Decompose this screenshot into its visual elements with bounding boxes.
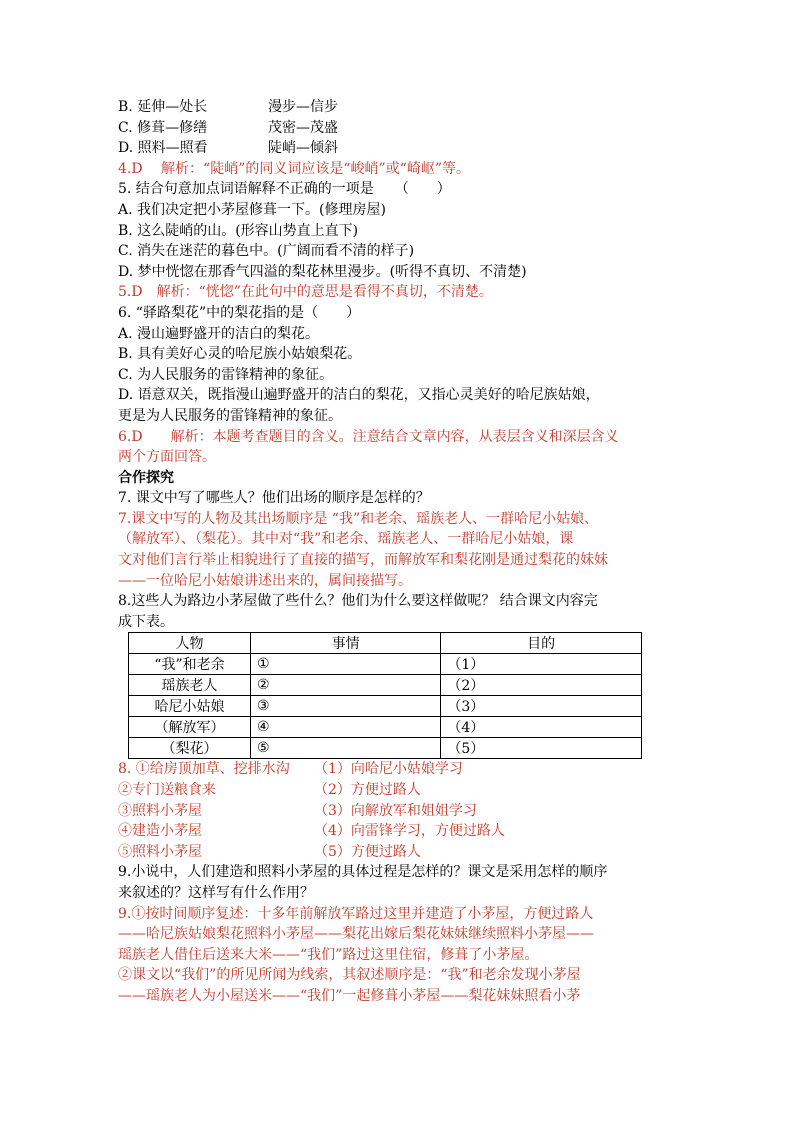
q4-option-c: C. 修葺—修缮 茂密—茂盛 <box>118 119 338 136</box>
table-row: 瑶族老人 ② （2） <box>129 675 642 696</box>
q8-table <box>128 632 642 759</box>
q8-question-line1: 8.这些人为路边小茅屋做了些什么？他们为什么要这样做呢？ 结合课文内容完 <box>118 593 598 610</box>
q9-answer-line: ——哈尼族姑娘梨花照料小茅屋——梨花出嫁后梨花妹妹继续照料小茅屋—— <box>118 926 594 943</box>
section-title: 合作探究 <box>118 469 174 486</box>
header-matter: 事情 <box>250 633 440 654</box>
q7-answer-line: 文对他们言行举止相貌进行了直接的描写，而解放军和梨花刚是通过梨花的妹妹 <box>118 552 608 569</box>
q8-answers <box>118 759 678 862</box>
q7-answer-line: ——一位哈尼小姑娘讲述出来的，属间接描写。 <box>118 572 412 589</box>
q5-option-b: B. 这么陡峭的山。(形容山势直上直下) <box>118 222 359 239</box>
q5-option-a: A. 我们决定把小茅屋修葺一下。(修理房屋) <box>118 201 386 218</box>
table-row: “我”和老余 ① （1） <box>129 654 642 675</box>
q9-question-line1: 9.小说中，人们建造和照料小茅屋的具体过程是怎样的？课文是采用怎样的顺序 <box>118 864 608 881</box>
q9-answer-line: 9.①按时间顺序复述：十多年前解放军路过这里并建造了小茅屋，方便过路人 <box>118 905 594 922</box>
header-purpose: 目的 <box>441 633 642 654</box>
q6-option-a: A. 漫山遍野盛开的洁白的梨花。 <box>118 325 320 342</box>
q9-question-line2: 来叙述的？这样写有什么作用？ <box>118 885 314 901</box>
q6-answer-line2: 两个方面回答。 <box>118 449 216 466</box>
document-page <box>118 97 678 1007</box>
q4-answer: 4.D 解析：“陡峭”的同义词应该是“峻峭”或“崎岖”等。 <box>118 160 470 177</box>
q8-answer-row: ③照料小茅屋 （3）向解放军和姐姐学习 <box>118 802 477 819</box>
q5-option-c: C. 消失在迷茫的暮色中。(广阔而看不清的样子) <box>118 243 415 260</box>
table-row: （梨花） ⑤ （5） <box>129 738 642 759</box>
q8-answer-row: 8. ①给房顶加草、挖排水沟 （1）向哈尼小姑娘学习 <box>118 761 463 778</box>
q8-answer-row: ④建造小茅屋 （4）向雷锋学习，方便过路人 <box>118 823 505 840</box>
q7-answer-line: 7.课文中写的人物及其出场顺序是 “我”和老余、瑶族老人、一群哈尼小姑娘、 <box>118 510 599 527</box>
header-person: 人物 <box>129 633 251 654</box>
q8-answer-row: ②专门送粮食来 （2）方便过路人 <box>118 782 421 799</box>
q6-option-b: B. 具有美好心灵的哈尼族小姑娘梨花。 <box>118 346 362 363</box>
table-row: （解放军） ④ （4） <box>129 717 642 738</box>
q9-answer-line: ——瑶族老人为小屋送米——“我们”一起修葺小茅屋——梨花妹妹照看小茅 <box>118 987 581 1004</box>
q5-question: 5. 结合句意加点词语解释不正确的一项是 （ ） <box>118 181 451 198</box>
q6-option-c: C. 为人民服务的雷锋精神的象征。 <box>118 366 334 383</box>
q6-answer-line1: 6.D 解析：本题考查题目的含义。注意结合文章内容，从表层含义和深层含义 <box>118 428 619 445</box>
table-row: 哈尼小姑娘 ③ （3） <box>129 696 642 717</box>
q5-answer: 5.D 解析：“恍惚”在此句中的意思是看得不真切，不清楚。 <box>118 284 493 301</box>
q7-answer-line: （解放军）、（梨花）。其中对“我”和老余、瑶族老人、一群哈尼小姑娘，课 <box>118 531 574 548</box>
q8-answer-row: ⑤照料小茅屋 （5）方便过路人 <box>118 843 421 860</box>
q4-option-d: D. 照料—照看 陡峭—倾斜 <box>118 140 338 157</box>
q4-option-b: B. 延伸—处长 漫步—信步 <box>118 99 338 115</box>
q9-answer-line: ②课文以“我们”的所见所闻为线索，其叙述顺序是：“我”和老余发现小茅屋 <box>118 967 581 984</box>
q5-option-d: D. 梦中恍惚在那香气四溢的梨花林里漫步。(听得不真切、不清楚) <box>118 263 527 280</box>
q7-question: 7. 课文中写了哪些人？他们出场的顺序是怎样的？ <box>118 490 430 507</box>
q6-question: 6. “驿路梨花”中的梨花指的是（ ） <box>118 304 361 321</box>
q8-question-line2: 成下表。 <box>118 613 174 630</box>
table-header-row <box>129 633 642 654</box>
q6-option-d: D. 语意双关，既指漫山遍野盛开的洁白的梨花，又指心灵美好的哈尼族姑娘， <box>118 387 600 404</box>
q6-option-d-cont: 更是为人民服务的雷锋精神的象征。 <box>118 407 342 424</box>
q9-answer-line: 瑶族老人借住后送来大米——“我们”路过这里住宿，修葺了小茅屋。 <box>118 946 539 963</box>
